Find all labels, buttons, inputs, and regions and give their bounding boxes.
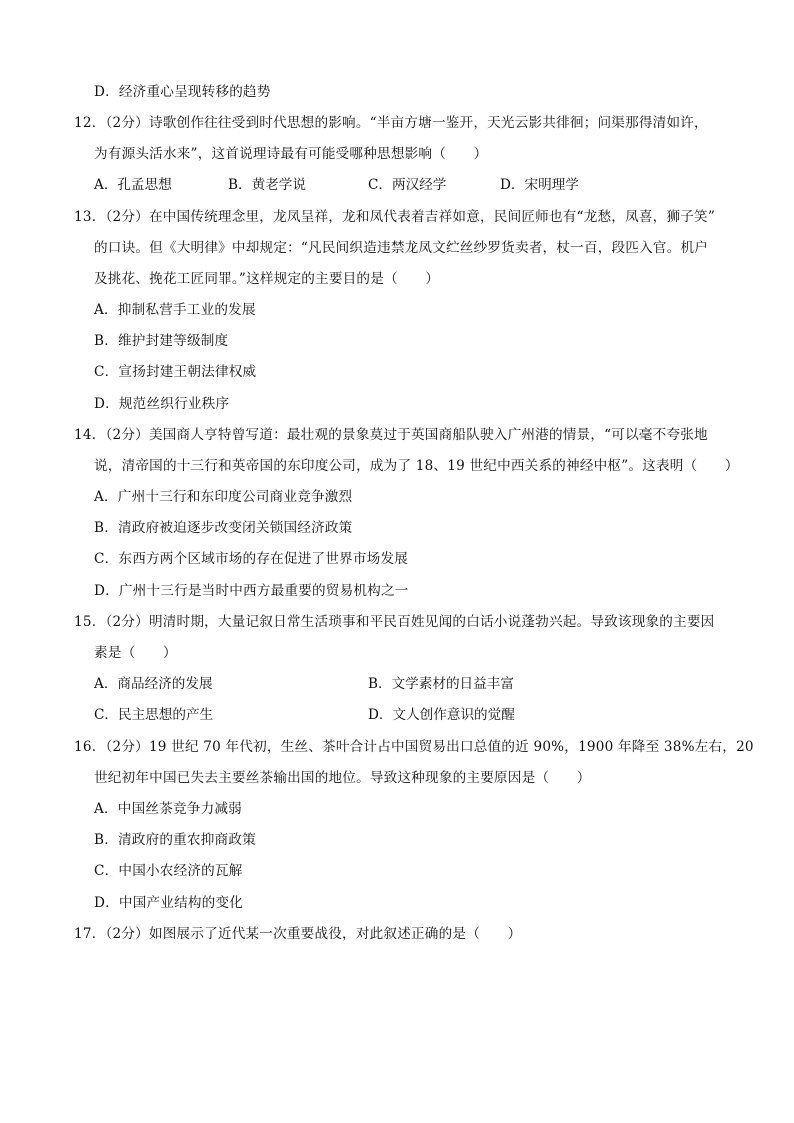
q11-option-d: D．经济重心呈现转移的趋势 [94, 84, 271, 100]
q14-option-c: C．东西方两个区域市场的存在促进了世界市场发展 [94, 551, 409, 567]
q16-option-d: D．中国产业结构的变化 [94, 895, 244, 911]
q16-stem-line-1 [74, 737, 754, 757]
q13-option-b: B．维护封建等级制度 [94, 333, 229, 349]
q12-score: （2分） [105, 115, 149, 131]
q14-option-b: B．清政府被迫逐步改变闭关锁国经济政策 [94, 520, 353, 536]
q14-score: （2分） [105, 427, 149, 443]
q17-number: 17． [74, 926, 106, 942]
q15-option-a: A．商品经济的发展 [94, 676, 213, 692]
q12-option-d: D．宋明理学 [500, 177, 579, 193]
q15-option-c: C．民主思想的产生 [94, 707, 214, 723]
q12-stem-1: 诗歌创作往往受到时代思想的影响。“半亩方塘一鉴开，天光云影共徘徊；问渠那得清如许， [148, 115, 708, 131]
q14-stem-line-1 [74, 425, 724, 445]
q17-score: （2分） [105, 926, 149, 942]
q16-stem-line-2: 世纪初年中国已失去主要丝茶输出国的地位。导致这种现象的主要原因是（ ） [94, 770, 591, 786]
q12-option-b: B．黄老学说 [228, 177, 306, 193]
q12-stem-line-2: 为有源头活水来”，这首说理诗最有可能受哪种思想影响（ ） [94, 146, 488, 162]
q13-number: 13． [74, 209, 106, 225]
q16-number: 16． [74, 739, 106, 755]
q14-option-a: A．广州十三行和东印度公司商业竞争激烈 [94, 489, 353, 505]
q15-option-d: D．文人创作意识的觉醒 [368, 707, 515, 723]
q12-number: 12． [74, 115, 106, 131]
q13-stem-1: 在中国传统理念里，龙凤呈祥，龙和凤代表着吉祥如意，民间匠师也有“龙愁，凤喜，狮子笑” [148, 209, 715, 225]
q12-stem-line-1 [74, 113, 724, 133]
q15-number: 15． [74, 614, 106, 630]
q13-option-c: C．宣扬封建王朝法律权威 [94, 364, 257, 380]
q13-stem-line-2: 的口诀。但《大明律》中却规定：“凡民间织造违禁龙凤文纻丝纱罗货卖者，杖一百，段匹入官。机户 [94, 240, 709, 256]
q14-stem-line-2: 说，清帝国的十三行和英帝国的东印度公司，成为了 18、19 世纪中西关系的神经中枢”。这表明（ ） [94, 458, 739, 474]
q15-stem-line-2: 素是（ ） [94, 645, 177, 661]
q12-option-c: C．两汉经学 [368, 177, 447, 193]
q13-option-a: A．抑制私营手工业的发展 [94, 302, 256, 318]
q17-stem-1: 如图展示了近代某一次重要战役，对此叙述正确的是（ ） [148, 926, 522, 942]
q14-option-d: D．广州十三行是当时中西方最重要的贸易机构之一 [94, 583, 409, 599]
q12-option-a: A．孔孟思想 [94, 177, 172, 193]
q15-option-b: B．文学素材的日益丰富 [368, 676, 514, 692]
q13-score: （2分） [105, 209, 149, 225]
q14-stem-1: 美国商人亨特曾写道：最壮观的景象莫过于英国商船队驶入广州港的情景，“可以毫不夸张地 [148, 427, 708, 443]
q13-stem-line-3: 及挑花、挽花工匠同罪。”这样规定的主要目的是（ ） [94, 271, 440, 287]
q16-stem-1: 19 世纪 70 年代初，生丝、茶叶合计占中国贸易出口总值的近 90%，1900 年降至 38%左右，20 [148, 739, 754, 755]
q14-number: 14． [74, 427, 106, 443]
q16-score: （2分） [105, 739, 149, 755]
q16-option-b: B．清政府的重农抑商政策 [94, 832, 256, 848]
q16-option-a: A．中国丝茶竞争力减弱 [94, 801, 242, 817]
q15-score: （2分） [105, 614, 149, 630]
q17-stem-line-1 [74, 924, 724, 944]
q15-stem-line-1 [74, 612, 724, 632]
q13-stem-line-1 [74, 207, 724, 227]
q13-option-d: D．规范丝织行业秩序 [94, 396, 230, 412]
q16-option-c: C．中国小农经济的瓦解 [94, 863, 243, 879]
q15-stem-1: 明清时期，大量记叙日常生活琐事和平民百姓见闻的白话小说蓬勃兴起。导致该现象的主要因 [148, 614, 715, 630]
